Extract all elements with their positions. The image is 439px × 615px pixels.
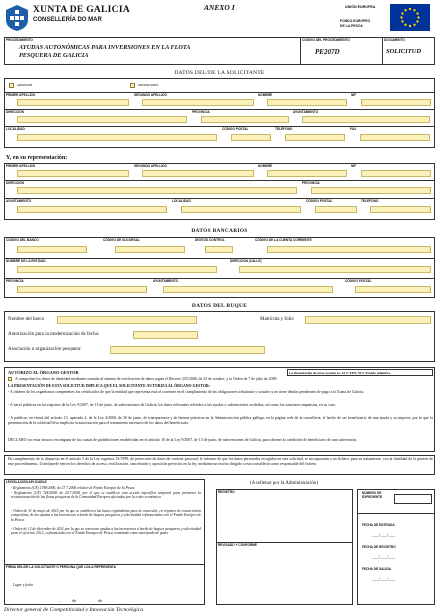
date-line: , de de	[60, 598, 103, 603]
annex-title: ANEXO I	[204, 3, 235, 12]
banco-label: CÓDIGO DEL BANCO	[6, 237, 39, 242]
procedure-title-2: PESQUERA DE GALICIA	[19, 52, 89, 59]
xunta-logo	[4, 4, 30, 32]
eu-flag-icon	[390, 4, 430, 31]
representative-box	[4, 163, 435, 220]
localidad-field[interactable]	[17, 134, 217, 141]
rep-provincia-field[interactable]	[311, 187, 431, 194]
direccion-field[interactable]	[17, 116, 187, 123]
num-exp-label: NÚMERO DE EXPEDIENTE	[362, 491, 383, 499]
apellido2-label: SEGUNDO APELLIDO	[134, 93, 167, 97]
admin-side-box	[357, 489, 435, 605]
rep-apellido2-field[interactable]	[142, 170, 254, 177]
document-label: DOCUMENTO	[384, 37, 405, 42]
auth-item-2: - A hacer públicos en los registros de la Ley 9/2007, de 13 de junio, de subvenciones de Galicia, los datos relevantes referidos a las ayudas y subvenciones recibidas, así como las sanciones impuestas, en su caso.	[8, 403, 337, 407]
cp-label: CÓDIGO POSTAL	[222, 127, 249, 131]
boat-box	[4, 311, 435, 362]
banco-field[interactable]	[17, 246, 87, 253]
dept-name: CONSELLERÍA DO MAR	[33, 17, 102, 23]
legislation-title: LEGISLACIÓN APLICABLE	[6, 480, 47, 484]
matricula-field[interactable]	[305, 316, 431, 324]
propietario-checkbox[interactable]	[130, 83, 135, 88]
legislation-item-2: - Reglamento (CE) 744/2008, de 24.7.2008, por el que se establece una acción específica temporal para promover la reestructuración de las flotas pesqueras de la Comunidad Europea afectadas por la crisis económica.	[11, 491, 201, 500]
admin-box	[216, 489, 353, 605]
fecha-entrada-value: ___/___/___	[372, 532, 396, 537]
cuenta-field[interactable]	[267, 246, 431, 253]
rep-telefono-field[interactable]	[370, 206, 431, 213]
procedure-title-1: AYUDAS AUTONÓMICAS PARA INVERSIONES EN LA FLOTA	[19, 44, 191, 51]
bank-title: DATOS BANCARIOS	[191, 228, 248, 234]
dc-label: DÍGITOS CONTROL	[195, 237, 225, 242]
org-name: XUNTA DE GALICIA	[33, 5, 130, 15]
authorization-title: AUTORIZO AL ÓRGANO GESTOR	[8, 370, 79, 375]
rep-direccion-label: DIRECCIÓN	[6, 181, 24, 185]
rep-direccion-field[interactable]	[17, 187, 297, 194]
rep-nif-field[interactable]	[361, 170, 431, 177]
sucursal-label: CÓDIGO DE SUCURSAL	[103, 237, 140, 242]
ayuntamiento-field[interactable]	[302, 116, 430, 123]
rep-nombre-field[interactable]	[267, 170, 347, 177]
bank-ayuntamiento-field[interactable]	[163, 286, 333, 293]
xunta-shield-icon	[4, 4, 30, 32]
armador-label: ARMADOR	[17, 83, 33, 87]
ayuntamiento-label: AYUNTAMIENTO	[293, 110, 319, 114]
direccion-label: DIRECCIÓN	[6, 110, 24, 114]
rep-localidad-field[interactable]	[181, 206, 301, 213]
nombre-field[interactable]	[267, 99, 347, 106]
sucursal-field[interactable]	[115, 246, 185, 253]
place-date-label: Lugar y fecha	[13, 583, 33, 587]
entidad-field[interactable]	[17, 266, 217, 273]
auth-item-3: - A publicar, en virtud del artículo 13, apartado 4, de la Ley 4/2006, de 30 de junio, de transparencia y de buenas prácticas en la Administración pública gallega, en la página web de la consellería, el hecho de ser beneficiario de una ayuda y su importe, por lo que la presentación de la solicitud lleva implícita la autorización para el tratamiento necesario de los datos del beneficiario.	[8, 416, 433, 425]
fax-label: FAX	[350, 127, 357, 131]
rep-cp-label: CÓDIGO POSTAL	[306, 199, 333, 203]
telefono-label: TELÉFONO	[275, 127, 293, 131]
applicant-title: DATOS DEL/DE LA SOLICITANTE	[174, 70, 265, 76]
apellido1-field[interactable]	[17, 99, 129, 106]
rep-nif-label: NIF	[351, 164, 357, 168]
telefono-field[interactable]	[285, 134, 345, 141]
provincia-label: PROVINCIA	[192, 110, 210, 114]
matricula-label: Matrícula y folio	[260, 317, 294, 322]
legislation-box	[4, 479, 205, 605]
rep-localidad-label: LOCALIDAD	[172, 199, 191, 203]
fecha-salida-label: FECHA DE SALIDA	[362, 567, 391, 571]
footer-text: Director general de Competitividad e Innovación Tecnológica	[4, 607, 144, 613]
legislation-item-4: - Orden de 12 de diciembre de 2011 por la que se convocan ayudas a las inversiones a bordo de buques pesqueros y selectividad para el ejercicio 2012, cofinanciada con el Fondo Europeo de Pesca, tramitada como anticipado de gasto	[11, 527, 201, 536]
identity-text: A comprobar los datos de identidad mediante consulta al sistema de verificación de datos según el Decreto 255/2008, de 23 de octubre, y la Orden de 7 de julio de 2009.	[15, 376, 278, 381]
fecha-salida-value: ___/___/___	[372, 576, 396, 581]
fecha-entrada-label: FECHA DE ENTRADA	[362, 523, 395, 527]
document-value: SOLICITUD	[386, 48, 422, 55]
nombre-label: NOMBRE	[258, 93, 273, 97]
provincia-field[interactable]	[201, 116, 289, 123]
signature-label: FIRMA DEL/DE LA SOLICITANTE O PERSONA QUE LO/LA REPRESENTA	[6, 565, 116, 569]
propietario-label: PROPIETARIO	[138, 83, 159, 87]
rep-cp-field[interactable]	[315, 206, 357, 213]
rep-apellido2-label: SEGUNDO APELLIDO	[134, 164, 167, 168]
num-exp-box[interactable]	[394, 494, 432, 504]
declaro-text: DECLARO: no estar incurso en ninguna de las causas de prohibiciones establecidas en el artículo 10 de la Ley 9/2007, de 13 de junio, de subvenciones de Galicia, para obtener la condición de beneficiario de una subvención.	[8, 438, 358, 442]
bank-cp-label: CÓDIGO POSTAL	[345, 279, 372, 283]
procedure-label: PROCEDIMIENTO	[6, 37, 33, 42]
procedure-code: PE207D	[315, 48, 340, 56]
asociacion-label: Asociación u organización pesquera:	[8, 347, 82, 352]
representative-title: Y, en su representación:	[6, 155, 68, 161]
direccion-calle-label: DIRECCIÓN (CALLE)	[230, 259, 262, 263]
identity-checkbox[interactable]	[8, 377, 12, 381]
nif-label: NIF	[351, 93, 357, 97]
apellido2-field[interactable]	[142, 99, 254, 106]
privacy-box	[4, 455, 435, 475]
nombre-barco-label: Nombre del barco	[8, 317, 45, 322]
registro-label: REGISTRO	[218, 490, 235, 494]
autorizacion-label: Autorización para la modernización de fecha:	[8, 332, 100, 337]
rep-provincia-label: PROVINCIA	[302, 181, 320, 185]
applicant-box	[4, 78, 435, 148]
legislation-item-3: - Orden de 31 de mayo de 2010 por la que se establecen las bases reguladoras para la concesión, en régimen de concurrencia competitiva, de las ayudas a las inversiones a bordo de buques pesqueros y selectividad cofinanciadas con el Fondo Europeo de la Pesca.	[11, 509, 201, 522]
financing-note: La financiación de estas ayudas es: 61% FEP, 39% Estado miembro	[287, 369, 433, 376]
armador-checkbox[interactable]	[9, 83, 14, 88]
bank-box	[4, 237, 435, 298]
fecha-registro-label: FECHA DE REGISTRO	[362, 545, 396, 549]
bank-cp-field[interactable]	[355, 286, 431, 293]
rep-nombre-label: NOMBRE	[258, 164, 273, 168]
asociacion-field[interactable]	[110, 346, 265, 354]
eu-label: UNIÓN EUROPEA	[345, 5, 376, 9]
localidad-label: LOCALIDAD	[6, 127, 25, 131]
signature-area[interactable]	[7, 571, 202, 597]
rep-apellido1-field[interactable]	[17, 170, 129, 177]
presentation-heading: LA PRESENTACIÓN DE ESTA SOLICITUD IMPLICA QUE EL SOLICITANTE AUTORIZA AL ÓRGANO GESTOR:	[8, 384, 210, 388]
entidad-label: NOMBRE DE LA ENTIDAD	[6, 259, 46, 263]
nombre-barco-field[interactable]	[57, 316, 197, 324]
procedure-box	[4, 37, 435, 65]
fund-line-1: FONDO EUROPEO	[340, 19, 371, 23]
bank-provincia-field[interactable]	[17, 286, 147, 293]
dc-field[interactable]	[205, 246, 233, 253]
autorizacion-field[interactable]	[133, 331, 198, 339]
rep-ayuntamiento-field[interactable]	[17, 206, 167, 213]
procedure-code-label: CÓDIGO DEL PROCEDIMIENTO	[302, 37, 350, 42]
bank-ayuntamiento-label: AYUNTAMIENTO	[153, 279, 179, 283]
apellido1-label: PRIMER APELLIDO	[6, 93, 36, 97]
direccion-calle-field[interactable]	[239, 266, 431, 273]
nif-field[interactable]	[361, 99, 431, 106]
authorization-box	[4, 367, 435, 452]
fax-field[interactable]	[360, 134, 430, 141]
legislation-item-1: - Reglamento (CE) 1198/2006, de 27.7.2006 relativo al Fondo Europeo de la Pesca.	[11, 486, 136, 490]
boat-title: DATOS DEL BUQUE	[191, 303, 248, 309]
rep-apellido1-label: PRIMER APELLIDO	[6, 164, 36, 168]
cp-field[interactable]	[231, 134, 271, 141]
privacy-text: En cumplimiento de lo dispuesto en el artículo 5 de la Ley orgánica 15/1999, de protección de datos de carácter personal, le informo de que los datos personales recogidos en esta solicitud, se incorporarán a un fichero, para su tratamiento, con la finalidad de la gestión de este procedimiento. Usted puede ejercer los derechos de acceso, rectificación, cancelación y oposición previstos en la ley, mediante un escrito dirigido a esta consellería como responsable del fichero.	[8, 457, 433, 466]
fund-line-2: DE LA PESCA	[340, 24, 363, 28]
fecha-registro-value: ___/___/___	[372, 554, 396, 559]
revisado-label: REVISADO Y CONFORME	[218, 543, 258, 547]
cuenta-label: CÓDIGO DE LA CUENTA CORRIENTE	[255, 237, 312, 242]
admin-title: (A rellenar por la Administración)	[250, 481, 319, 486]
rep-telefono-label: TELÉFONO	[361, 199, 379, 203]
auth-item-1: - A obtener de los organismos competentes los certificados de que la entidad que representa está al corriente en el cumplimiento de las obligaciones tributarias y sociales y no tiene deudas pendientes de pago a la Xunta de Galicia.	[8, 390, 365, 394]
bank-provincia-label: PROVINCIA	[6, 279, 24, 283]
rep-ayuntamiento-label: AYUNTAMIENTO	[6, 199, 32, 203]
